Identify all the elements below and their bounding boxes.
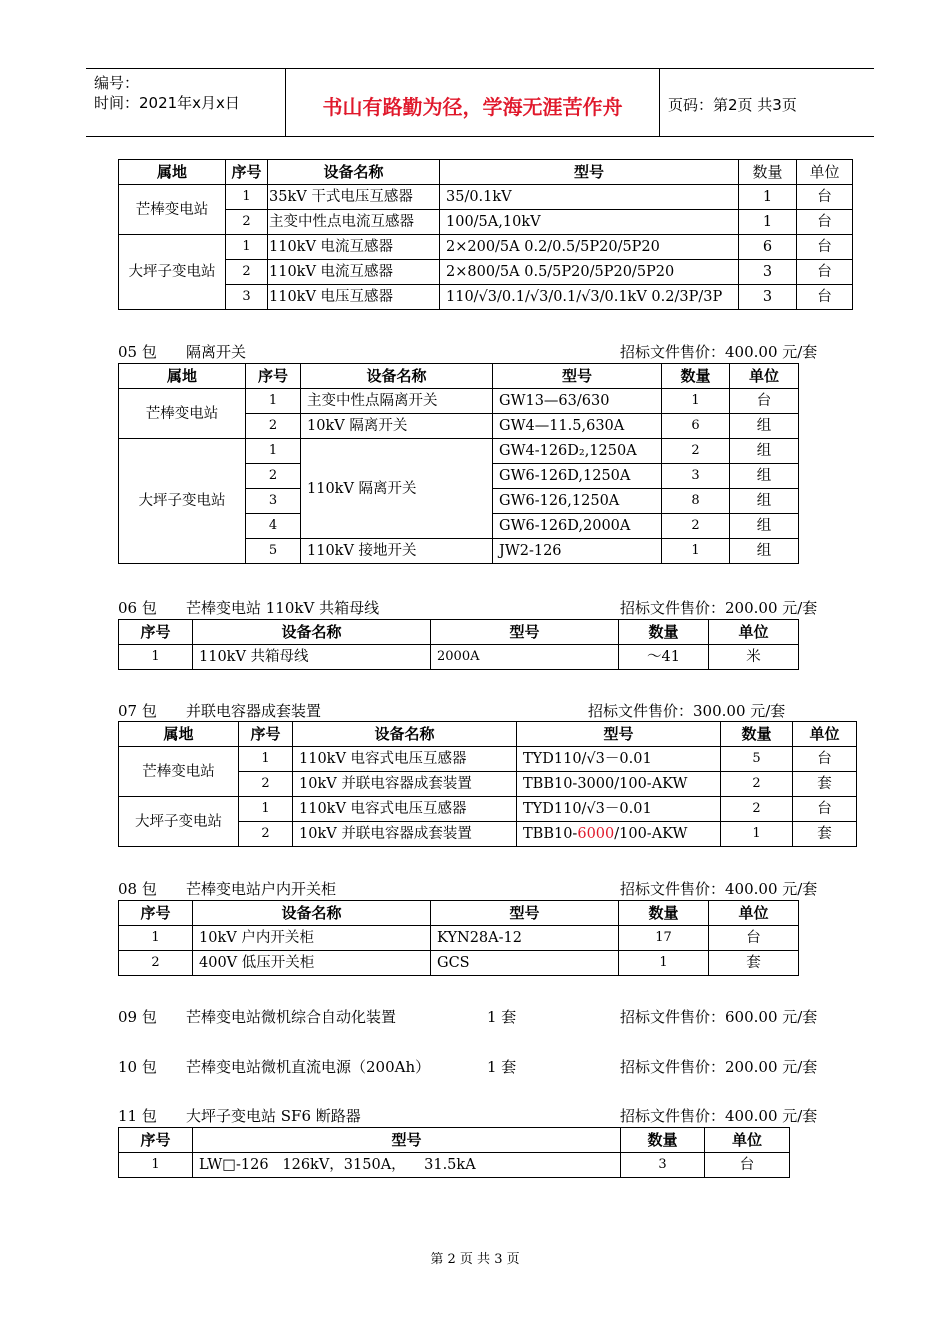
col-header: 序号 <box>226 160 268 185</box>
table-row <box>119 285 853 310</box>
table-row <box>119 951 799 976</box>
model-cell: TBB10-3000/100-AKW <box>517 772 721 797</box>
col-header: 设备名称 <box>193 901 431 926</box>
unit-cell: 组 <box>730 489 799 514</box>
table-header-row <box>119 620 799 645</box>
pkg06-code: 06 包 <box>118 599 157 617</box>
seq-cell: 1 <box>119 1153 193 1178</box>
col-header: 单位 <box>709 620 799 645</box>
qty-cell: 3 <box>662 464 730 489</box>
seq-cell: 1 <box>246 389 301 414</box>
location-cell: 芒棒变电站 <box>119 747 239 797</box>
model-cell: TYD110/√3－0.01 <box>517 797 721 822</box>
name-cell: 10kV 户内开关柜 <box>193 926 431 951</box>
pkg10-code: 10 包 <box>118 1058 157 1076</box>
name-cell: 110kV 电流互感器 <box>268 235 440 260</box>
name-cell: 10kV 隔离开关 <box>301 414 493 439</box>
table-row <box>119 747 857 772</box>
model-cell: 2×200/5A 0.2/0.5/5P20/5P20 <box>440 235 739 260</box>
pkg06-price: 招标文件售价：200.00 元/套 <box>620 599 818 617</box>
unit-cell: 台 <box>705 1153 790 1178</box>
model-cell: TYD110/√3－0.01 <box>517 747 721 772</box>
qty-cell: 6 <box>662 414 730 439</box>
seq-cell: 1 <box>226 185 268 210</box>
seq-cell: 2 <box>226 260 268 285</box>
table-row <box>119 1153 790 1178</box>
name-cell: 110kV 接地开关 <box>301 539 493 564</box>
pkg09-title: 芒棒变电站微机综合自动化装置 <box>186 1008 397 1026</box>
pkg11-code: 11 包 <box>118 1107 157 1125</box>
col-header: 单位 <box>797 160 853 185</box>
name-cell: 110kV 共箱母线 <box>193 645 431 670</box>
model-cell: LW□-126 126kV，3150A， 31.5kA <box>193 1153 621 1178</box>
qty-cell: 3 <box>739 285 797 310</box>
seq-cell: 1 <box>246 439 301 464</box>
table-row <box>119 645 799 670</box>
name-cell: 110kV 隔离开关 <box>301 439 493 539</box>
unit-cell: 组 <box>730 414 799 439</box>
model-cell: GW4—11.5,630A <box>493 414 662 439</box>
unit-cell: 组 <box>730 514 799 539</box>
col-header: 型号 <box>493 364 662 389</box>
qty-cell: 3 <box>739 260 797 285</box>
seq-cell: 2 <box>226 210 268 235</box>
seq-cell: 1 <box>226 235 268 260</box>
col-header: 设备名称 <box>193 620 431 645</box>
unit-cell: 米 <box>709 645 799 670</box>
unit-cell: 台 <box>793 797 857 822</box>
col-header: 型号 <box>517 722 721 747</box>
model-cell: GW6-126,1250A <box>493 489 662 514</box>
col-header: 属地 <box>119 364 246 389</box>
seq-cell: 1 <box>239 797 293 822</box>
unit-cell: 台 <box>793 747 857 772</box>
table-header-row <box>119 160 853 185</box>
model-cell <box>517 822 721 847</box>
col-header: 序号 <box>239 722 293 747</box>
qty-cell: 2 <box>662 514 730 539</box>
unit-cell: 台 <box>797 185 853 210</box>
model-cell: GW4-126D₂,1250A <box>493 439 662 464</box>
pkg09-price: 招标文件售价：600.00 元/套 <box>620 1008 818 1026</box>
unit-cell: 台 <box>797 210 853 235</box>
col-header: 属地 <box>119 722 239 747</box>
seq-cell: 2 <box>239 822 293 847</box>
col-header: 单位 <box>730 364 799 389</box>
model-cell: 100/5A,10kV <box>440 210 739 235</box>
pkg07-price: 招标文件售价：300.00 元/套 <box>588 702 786 720</box>
pkg05-code: 05 包 <box>118 343 157 361</box>
pkg11-price: 招标文件售价：400.00 元/套 <box>620 1107 818 1125</box>
seq-cell: 3 <box>246 489 301 514</box>
qty-cell: 2 <box>721 797 793 822</box>
model-prefix: TBB10- <box>523 826 578 842</box>
name-cell: 35kV 干式电压互感器 <box>268 185 440 210</box>
pkg10-title: 芒棒变电站微机直流电源（200Ah） <box>186 1058 431 1076</box>
model-cell: GW13—63/630 <box>493 389 662 414</box>
qty-cell: 1 <box>662 539 730 564</box>
col-header: 数量 <box>621 1128 705 1153</box>
unit-cell: 套 <box>793 822 857 847</box>
table-pkg11 <box>118 1127 790 1178</box>
name-cell: 10kV 并联电容器成套装置 <box>293 772 517 797</box>
col-header: 单位 <box>793 722 857 747</box>
unit-cell: 台 <box>797 235 853 260</box>
model-cell: JW2-126 <box>493 539 662 564</box>
location-cell: 大坪子变电站 <box>119 797 239 847</box>
pkg10-price: 招标文件售价：200.00 元/套 <box>620 1058 818 1076</box>
seq-cell: 3 <box>226 285 268 310</box>
col-header: 数量 <box>739 160 797 185</box>
col-header: 型号 <box>431 901 619 926</box>
unit-cell: 台 <box>797 260 853 285</box>
model-cell: 2×800/5A 0.5/5P20/5P20/5P20 <box>440 260 739 285</box>
location-cell: 大坪子变电站 <box>119 235 226 310</box>
model-cell: 35/0.1kV <box>440 185 739 210</box>
model-highlight: 6000 <box>577 826 615 842</box>
table-row <box>119 260 853 285</box>
table-row <box>119 389 799 414</box>
col-header: 型号 <box>431 620 619 645</box>
qty-cell: 6 <box>739 235 797 260</box>
qty-cell: 8 <box>662 489 730 514</box>
model-cell: GW6-126D,2000A <box>493 514 662 539</box>
table-header-row <box>119 722 857 747</box>
col-header: 属地 <box>119 160 226 185</box>
table-row <box>119 439 799 464</box>
qty-cell: 17 <box>619 926 709 951</box>
col-header: 序号 <box>246 364 301 389</box>
pkg11-title: 大坪子变电站 SF6 断路器 <box>186 1107 361 1125</box>
col-header: 数量 <box>619 901 709 926</box>
model-suffix: /100-AKW <box>614 826 688 842</box>
pkg10-qty: 1 套 <box>487 1058 517 1076</box>
location-cell: 芒棒变电站 <box>119 389 246 439</box>
col-header: 数量 <box>721 722 793 747</box>
header-page-label: 页码：第2页 共3页 <box>668 96 797 114</box>
unit-cell: 组 <box>730 439 799 464</box>
location-cell: 大坪子变电站 <box>119 439 246 564</box>
model-cell: GW6-126D,1250A <box>493 464 662 489</box>
pkg08-title: 芒棒变电站户内开关柜 <box>186 880 337 898</box>
pkg08-code: 08 包 <box>118 880 157 898</box>
seq-cell: 4 <box>246 514 301 539</box>
name-cell: 400V 低压开关柜 <box>193 951 431 976</box>
col-header: 数量 <box>619 620 709 645</box>
seq-cell: 2 <box>239 772 293 797</box>
table-top <box>118 159 853 310</box>
location-cell: 芒棒变电站 <box>119 185 226 235</box>
name-cell: 110kV 电容式电压互感器 <box>293 747 517 772</box>
table-pkg05 <box>118 363 799 564</box>
table-row <box>119 797 857 822</box>
unit-cell: 套 <box>709 951 799 976</box>
pkg05-title: 隔离开关 <box>186 343 247 361</box>
col-header: 数量 <box>662 364 730 389</box>
qty-cell: 1 <box>739 185 797 210</box>
table-row <box>119 210 853 235</box>
table-row <box>119 235 853 260</box>
pkg08-price: 招标文件售价：400.00 元/套 <box>620 880 818 898</box>
pkg09-code: 09 包 <box>118 1008 157 1026</box>
table-row <box>119 926 799 951</box>
name-cell: 主变中性点隔离开关 <box>301 389 493 414</box>
name-cell: 110kV 电流互感器 <box>268 260 440 285</box>
qty-cell: 5 <box>721 747 793 772</box>
table-pkg06 <box>118 619 799 670</box>
unit-cell: 台 <box>797 285 853 310</box>
col-header: 序号 <box>119 1128 193 1153</box>
seq-cell: 1 <box>239 747 293 772</box>
col-header: 型号 <box>193 1128 621 1153</box>
model-cell: KYN28A-12 <box>431 926 619 951</box>
header-motto: 书山有路勤为径，学海无涯苦作舟 <box>322 95 623 119</box>
page-header <box>86 68 874 137</box>
name-cell: 主变中性点电流互感器 <box>268 210 440 235</box>
col-header: 单位 <box>705 1128 790 1153</box>
pkg09-qty: 1 套 <box>487 1008 517 1026</box>
model-cell: GCS <box>431 951 619 976</box>
unit-cell: 组 <box>730 464 799 489</box>
qty-cell: ～41 <box>619 645 709 670</box>
table-header-row <box>119 901 799 926</box>
model-cell: 2000A <box>431 645 619 670</box>
seq-cell: 1 <box>119 926 193 951</box>
qty-cell: 1 <box>739 210 797 235</box>
unit-cell: 台 <box>730 389 799 414</box>
unit-cell: 台 <box>709 926 799 951</box>
seq-cell: 5 <box>246 539 301 564</box>
name-cell: 110kV 电容式电压互感器 <box>293 797 517 822</box>
qty-cell: 1 <box>619 951 709 976</box>
qty-cell: 1 <box>721 822 793 847</box>
table-header-row <box>119 364 799 389</box>
qty-cell: 2 <box>662 439 730 464</box>
col-header: 设备名称 <box>293 722 517 747</box>
table-header-row <box>119 1128 790 1153</box>
col-header: 序号 <box>119 620 193 645</box>
seq-cell: 2 <box>246 464 301 489</box>
table-pkg07 <box>118 721 857 847</box>
model-cell: 110/√3/0.1/√3/0.1/√3/0.1kV 0.2/3P/3P <box>440 285 739 310</box>
seq-cell: 2 <box>119 951 193 976</box>
qty-cell: 2 <box>721 772 793 797</box>
col-header: 设备名称 <box>301 364 493 389</box>
table-pkg08 <box>118 900 799 976</box>
table-row <box>119 185 853 210</box>
doc-number-label: 编号： <box>94 74 140 92</box>
pkg07-code: 07 包 <box>118 702 157 720</box>
unit-cell: 套 <box>793 772 857 797</box>
pkg07-title: 并联电容器成套装置 <box>186 702 322 720</box>
qty-cell: 1 <box>662 389 730 414</box>
qty-cell: 3 <box>621 1153 705 1178</box>
pkg06-title: 芒棒变电站 110kV 共箱母线 <box>186 599 380 617</box>
seq-cell: 1 <box>119 645 193 670</box>
unit-cell: 组 <box>730 539 799 564</box>
pkg05-price: 招标文件售价：400.00 元/套 <box>620 343 818 361</box>
col-header: 型号 <box>440 160 739 185</box>
col-header: 序号 <box>119 901 193 926</box>
col-header: 设备名称 <box>268 160 440 185</box>
doc-time-label: 时间：2021年x月x日 <box>94 94 240 112</box>
page-footer: 第 2 页 共 3 页 <box>430 1252 520 1267</box>
name-cell: 110kV 电压互感器 <box>268 285 440 310</box>
col-header: 单位 <box>709 901 799 926</box>
seq-cell: 2 <box>246 414 301 439</box>
name-cell: 10kV 并联电容器成套装置 <box>293 822 517 847</box>
